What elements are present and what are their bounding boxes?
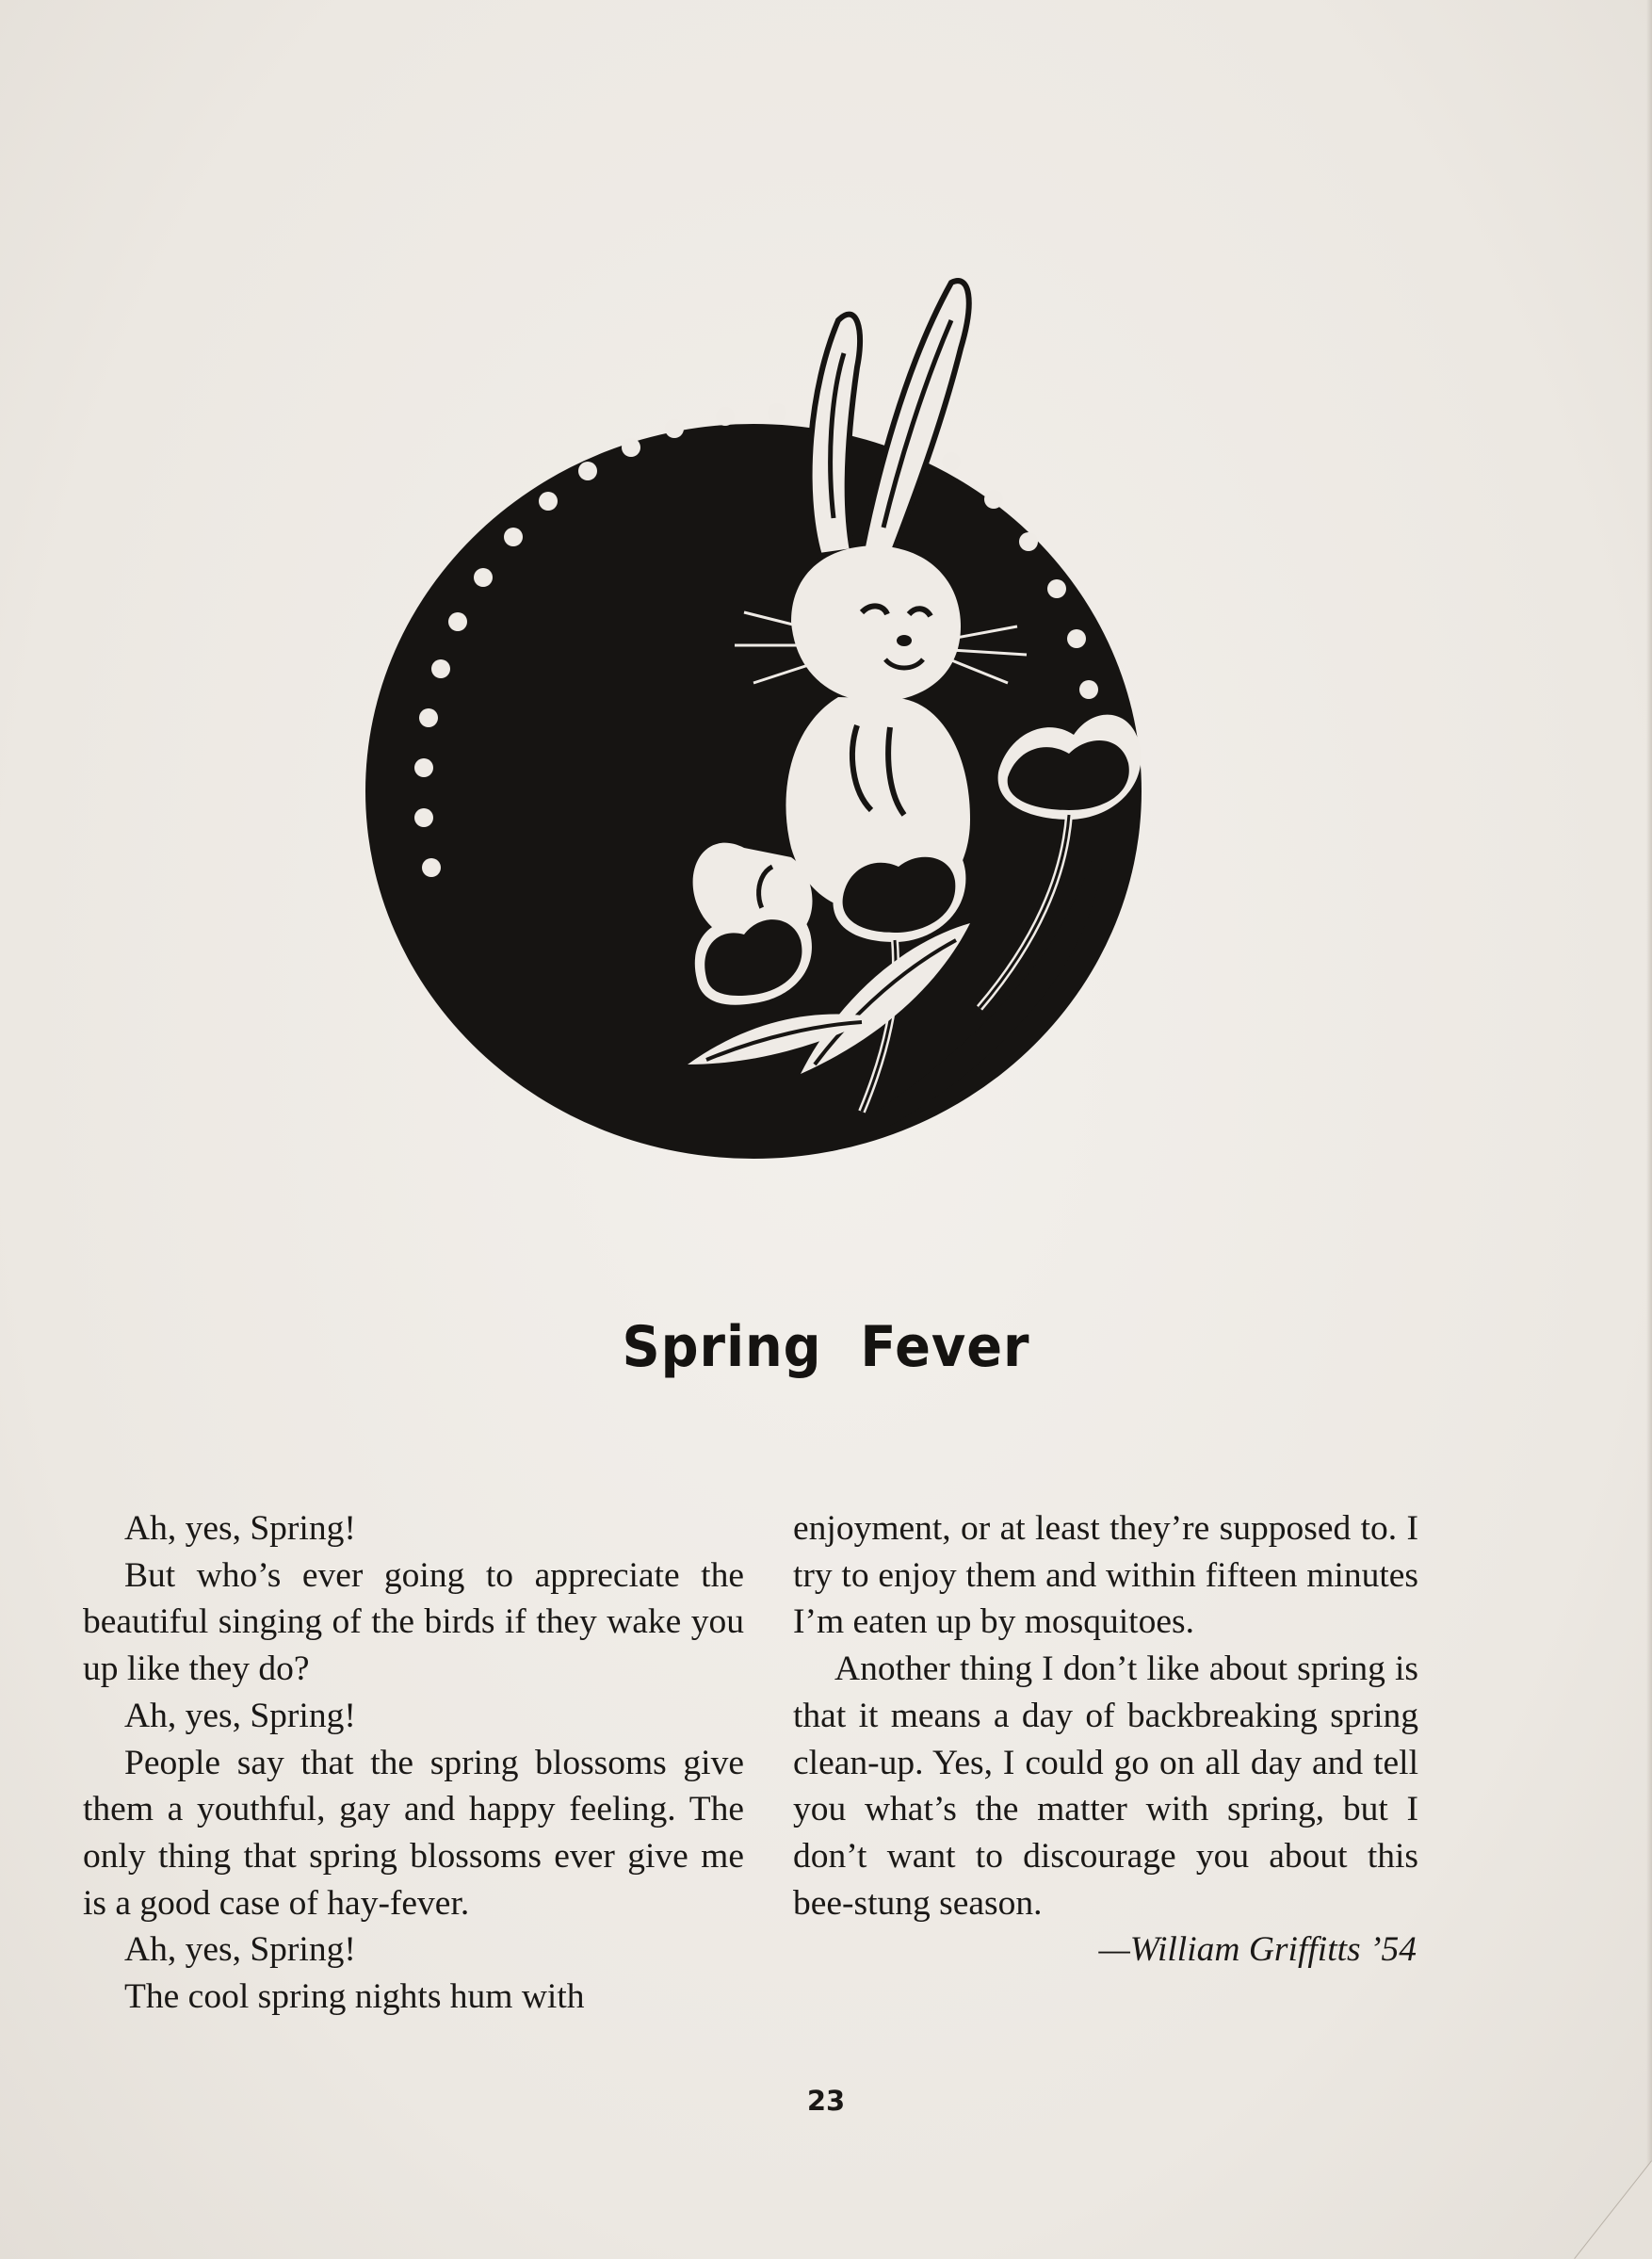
paragraph: The cool spring nights hum with	[124, 1977, 585, 2017]
paragraph: enjoyment, or at least they’re supposed to. I try to enjoy them and within fifteen minutes I’m eaten up by mosquitoes.	[793, 1509, 1418, 1642]
paragraph: Ah, yes, Spring!	[124, 1509, 356, 1548]
article-title: Spring Fever	[622, 1314, 1030, 1380]
paragraph: Ah, yes, Spring!	[124, 1930, 356, 1970]
article-column-left	[83, 1505, 744, 2021]
author-signature: —William Griffitts ’54	[1098, 1930, 1417, 1970]
paragraph: Ah, yes, Spring!	[124, 1696, 356, 1735]
rabbit-with-tulips-icon	[348, 264, 1168, 1168]
page-edge-shadow	[1646, 0, 1652, 2259]
article-column-right	[793, 1505, 1418, 1974]
paragraph: But who’s ever going to appreciate the beautiful singing of the birds if they wake you up like they do?	[83, 1555, 744, 1689]
paragraph: People say that the spring blossoms give them a youthful, gay and happy feeling. The only thing that spring blossoms ever give me is a good case of hay-fever.	[83, 1743, 744, 1923]
folded-corner	[1567, 2155, 1652, 2259]
paragraph: Another thing I don’t like about spring is that it means a day of backbreaking spring clean-up. Yes, I could go on all day and tell you what’s the matter with spring, but I don’t want to discourage you about this bee-stung season.	[793, 1650, 1418, 1923]
page-number: 23	[806, 2085, 846, 2117]
